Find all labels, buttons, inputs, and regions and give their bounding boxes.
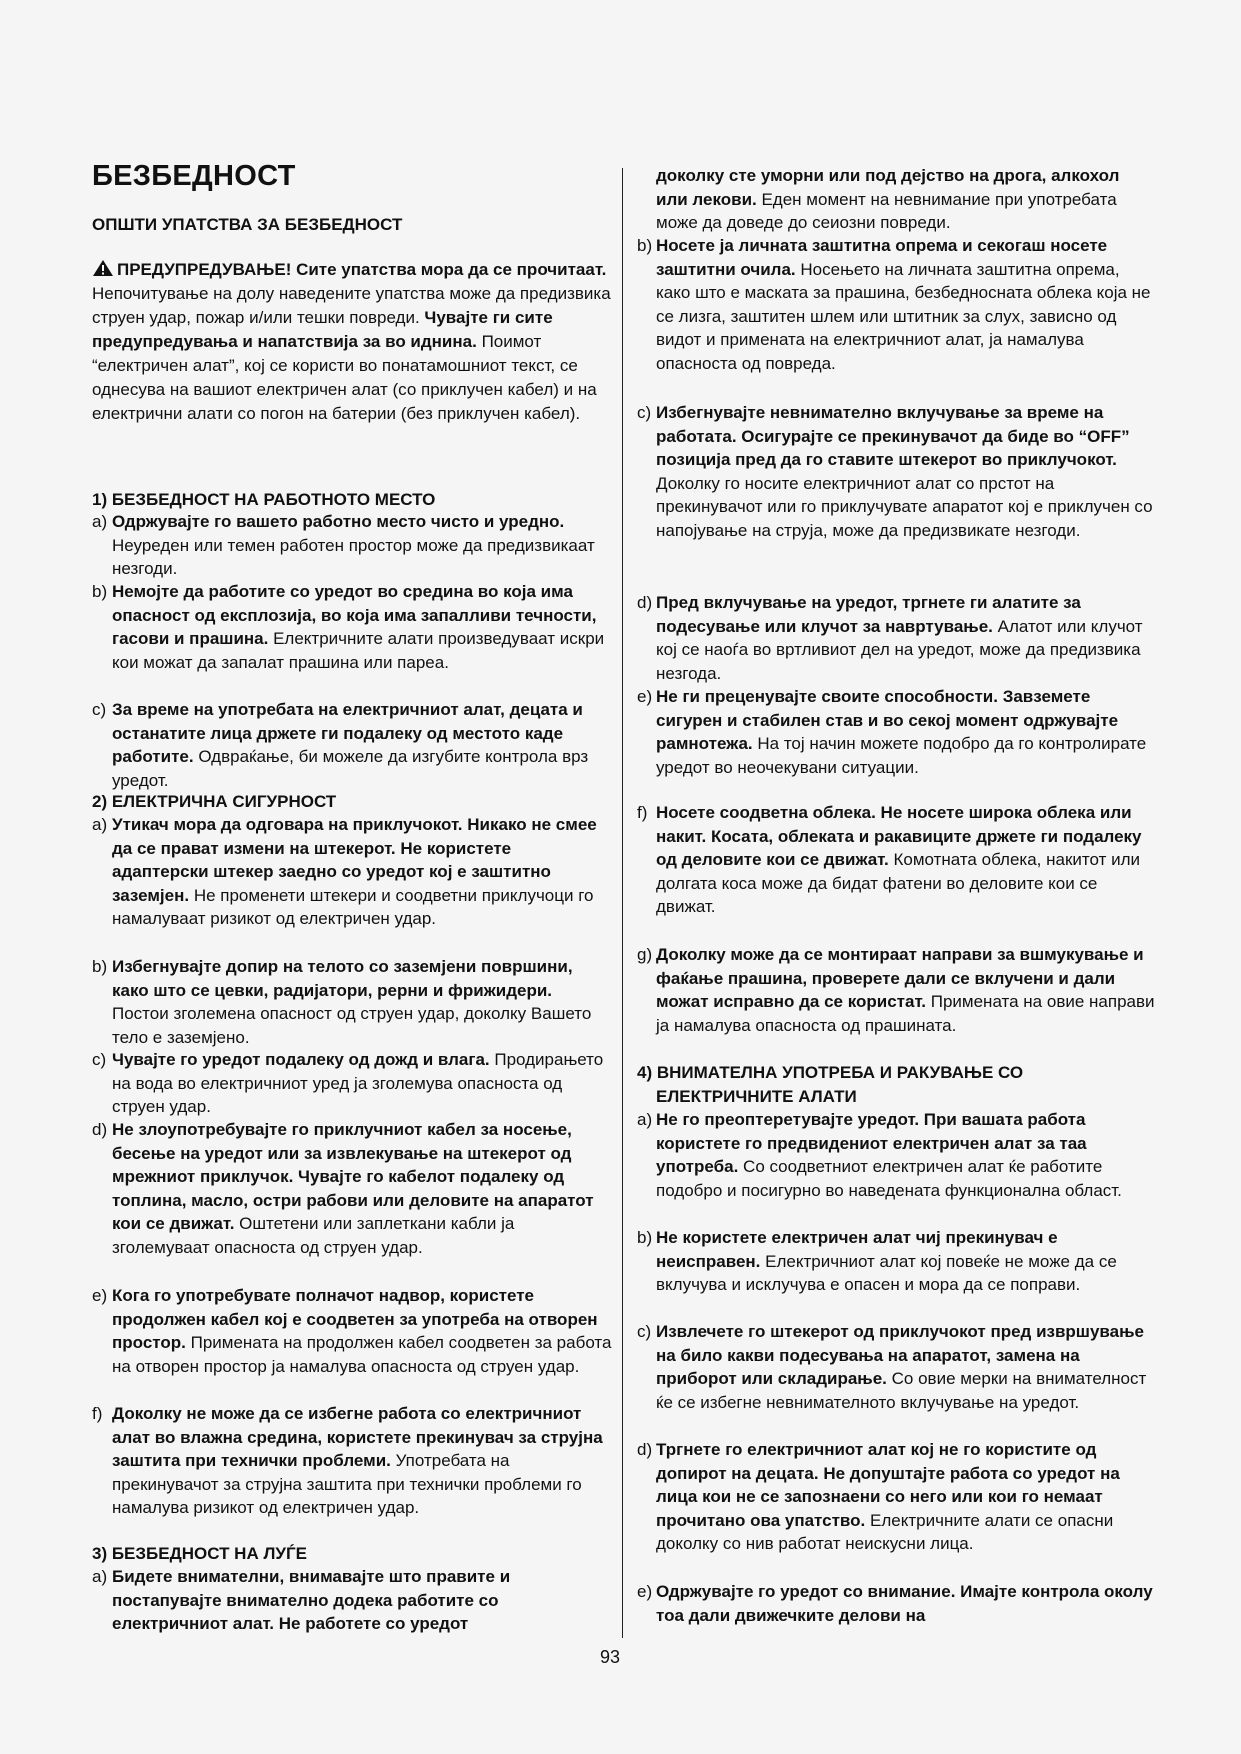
section-heading: 4) ВНИМАТЕЛНА УПОТРЕБА И РАКУВАЊЕ СО ЕЛЕКТРИЧНИТЕ АЛАТИ	[637, 1063, 1024, 1106]
warning-definition: Поимот “електричен алат”, кој се користи во понатамошниот текст, се однесува на вашиот електричен алат (со приклучен кабел) и на електрични алати со погон на батерии (без приклучен кабел).	[92, 332, 597, 423]
section-subtitle: ОПШТИ УПАТСТВА ЗА БЕЗБЕДНОСТ	[92, 215, 403, 234]
warning-text: Непочитување на долу наведените упатства може да предизвика струен удар, пожар и/или тешки повреди.	[92, 284, 611, 327]
list-item-continued: доколку сте уморни или под дејство на дрога, алкохол или лекови. Еден момент на невнимание при употребата може да доведе до сеиозни повреди.	[656, 166, 1120, 232]
list-item: d) Тргнете го електричниот алат кој не го користите од допирот на децата. Не допуштајте работа со уредот на лица кои не се запознаени со него или кои го немаат прочитано ова упатство. Електричните алати се опасни доколку со нив работат неискусни лица.	[637, 1440, 1120, 1553]
warning-heading: ПРЕДУПРЕДУВАЊЕ! Сите упатства мора да се прочитаат.	[117, 260, 607, 279]
list-item: a) Не го преоптеретувајте уредот. При вашата работа користете го предвидениот електричен алат за таа употреба. Со соодветниот електричен алат ќе работите подобро и посигурно во наведената функционална област.	[637, 1110, 1122, 1200]
list-item: b) Избегнувајте допир на телото со заземјени површини, како што се цевки, радијатори, рерни и фрижидери. Постои зголемена опасност од струен удар, доколку Вашето тело е заземјено.	[92, 957, 592, 1047]
warning-triangle-icon	[92, 259, 114, 277]
list-item: f) Доколку не може да се избегне работа со електричниот алат во влажна средина, користете прекинувач за струјна заштита при технички проблеми. Употребата на прекинувачот за струјна заштита при технички проблеми го намалува ризикот од електричен удар.	[92, 1404, 603, 1517]
list-item: a) Одржувајте го вашето работно место чисто и уредно. Неуреден или темен работен простор може да предизвикаат незгоди.	[92, 512, 595, 578]
list-item: a) Бидете внимателни, внимавајте што правите и постапувајте внимателно додека работите со електричниот алат. Не работете со уредот	[92, 1567, 511, 1633]
list-item: b) Немојте да работите со уредот во средина во која има опасност од експлозија, во која има запалливи течности, гасови и прашина. Електричните алати произведуваат искри кои можат да запалат прашина или пареа.	[92, 582, 605, 672]
list-item: b) Носете ја личната заштитна опрема и секогаш носете заштитни очила. Носењето на личната заштитна опрема, како што е маската за прашина, безбедносната облека која не се лизга, заштитен шлем или штитник за слух, зависно од видот и примената на електричниот алат, ја намалува опасноста од повреда.	[637, 236, 1151, 373]
list-item: c) Извлечете го штекерот од приклучокот пред извршување на било какви подесувања на апаратот, замена на приборот или складирање. Со овие мерки на внимателност ќе се избегне невнимателното вклучување на уредот.	[637, 1322, 1147, 1412]
list-item: e) Кога го употребувате полначот надвор, користете продолжен кабел кој е соодветен за употреба на отворен простор. Примената на продолжен кабел соодветен за работа на отворен простор ја намалува опасноста од струен удар.	[92, 1286, 612, 1376]
list-item: e) Не ги преценувајте своите способности. Завземете сигурен и стабилен став и во секој момент одржувајте рамнотежа. На тој начин можете подобро да го контролирате уредот во неочекувани ситуации.	[637, 687, 1147, 777]
page-title: БЕЗБЕДНОСТ	[92, 160, 296, 192]
section-heading: 1) БЕЗБЕДНОСТ НА РАБОТНОТО МЕСТО	[92, 490, 436, 509]
section-heading: 3) БЕЗБЕДНОСТ НА ЛУЃЕ	[92, 1544, 307, 1563]
column-divider	[622, 168, 623, 1638]
warning-keep-instructions: Чувајте ги сите предупредувања и напатствија за во иднина.	[92, 308, 553, 351]
list-item: d) Не злоупотребувајте го приклучниот кабел за носење, бесење на уредот или за извлекување на штекерот од мрежниот приклучок. Чувајте го кабелот подалеку од топлина, масло, остри рабови или деловите на апаратот кои се движат. Оштетени или заплеткани кабли ја зголемуваат опасноста од струен удар.	[92, 1120, 594, 1257]
page-number: 93	[600, 1647, 621, 1667]
section-heading: 2) ЕЛЕКТРИЧНА СИГУРНОСТ	[92, 792, 337, 811]
list-item: g) Доколку може да се монтираат направи за вшмукување и фаќање прашина, проверете дали се вклучени и дали можат исправно да се користат. Примената на овие направи ја намалува опасноста од прашината.	[637, 945, 1155, 1035]
warning-block	[92, 258, 612, 426]
list-item: b) Не користете електричен алат чиј прекинувач е неисправен. Електричниот алат кој повеќе не може да се вклучува и исклучува е опасен и мора да се поправи.	[637, 1228, 1117, 1294]
list-item: a) Утикач мора да одговара на приклучокот. Никако не смее да се прават измени на штекерот. Не користете адаптерски штекер заедно со уредот кој е заштитно заземјен. Не променети штекери и соодветни приклучоци го намалуваат ризикот од електричен удар.	[92, 815, 597, 928]
list-item: c) За време на употребата на електричниот алат, децата и останатите лица држете ги подалеку од местото каде работите. Одвраќање, би можеле да изгубите контрола врз уредот.	[92, 700, 589, 790]
list-item: c) Чувајте го уредот подалеку од дожд и влага. Продирањето на вода во електричниот уред ја зголемува опасноста од струен удар.	[92, 1050, 604, 1116]
list-item: e) Одржувајте го уредот со внимание. Имајте контрола околу тоа дали движечките делови на	[637, 1582, 1153, 1625]
list-item: c) Избегнувајте невнимателно вклучување за време на работата. Осигурајте се прекинувачот да биде во “OFF” позиција пред да го ставите штекерот во приклучокот. Доколку го носите електричниот алат со прстот на прекинувачот или го приклучувате апаратот кој е приклучен со напојување на струја, може да предизвикате незгоди.	[637, 403, 1153, 540]
list-item: d) Пред вклучување на уредот, тргнете ги алатите за подесување или клучот за навртување. Алатот или клучот кој се наоѓа во вртливиот дел на уредот, може да предизвика незгода.	[637, 593, 1143, 683]
list-item: f) Носете соодветна облека. Не носете широка облека или накит. Косата, облеката и ракавиците држете ги подалеку од деловите кои се движат. Комотната облека, накитот или долгата коса може да бидат фатени во деловите кои се движат.	[637, 803, 1142, 916]
